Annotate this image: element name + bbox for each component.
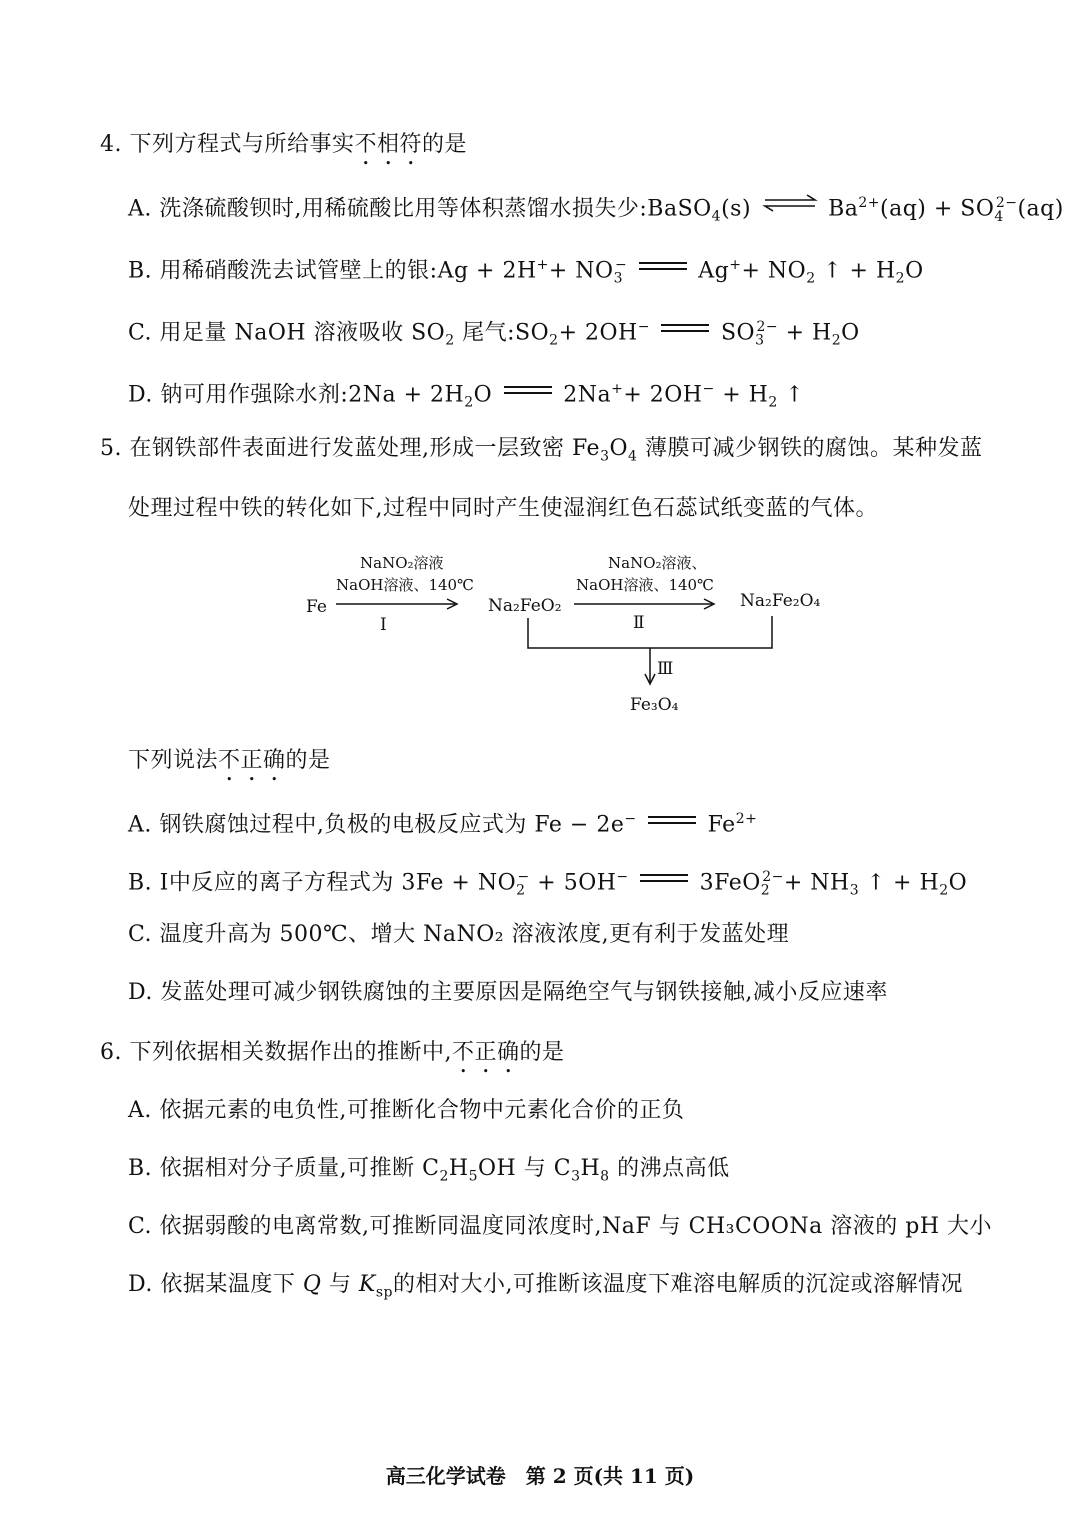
q5-option-c: C. 温度升高为 500℃、增大 NaNO₂ 溶液浓度,更有利于发蓝处理	[128, 922, 790, 947]
diagram-step1-top: NaNO₂溶液	[360, 554, 444, 572]
diagram-fe: Fe	[306, 597, 327, 617]
q5-option-b: B. Ⅰ中反应的离子方程式为 $3Fe + NO_2^- + 5OH^-$ $3FeO_2^{2-}+ NH_3$ ↑ + $H_2O$	[128, 862, 967, 906]
q5-option-d: D. 发蓝处理可减少钢铁腐蚀的主要原因是隔绝空气与钢铁接触,减小反应速率	[128, 980, 888, 1005]
q4-stem: 4. 下列方程式与所给事实不相符的是	[100, 132, 468, 157]
q6-stem: 6. 下列依据相关数据作出的推断中,不正确的是	[100, 1040, 565, 1065]
q4-option-c: C. 用足量 NaOH 溶液吸收 $SO_2$ 尾气$:SO_2+ 2OH^-$ $SO_3^{2-} + H_2O$	[128, 312, 860, 356]
q6-option-d: D. 依据某温度下 Q 与 $K_{sp}$的相对大小,可推断该温度下难溶电解质的沉淀或溶解情况	[128, 1272, 963, 1301]
reversible-arrow-icon	[759, 188, 821, 218]
diagram-na2feo2: Na₂FeO₂	[488, 596, 562, 616]
diagram-step1-mid: NaOH溶液、140℃	[336, 576, 474, 594]
diagram-step2-label: Ⅱ	[633, 613, 645, 633]
equals-arrow-icon	[635, 250, 691, 280]
q5-stem-line1: 5. 在钢铁部件表面进行发蓝处理,形成一层致密 $Fe_3O_4$ 薄膜可减少钢铁的腐蚀。某种发蓝	[100, 436, 983, 465]
diagram-step2-top: NaNO₂溶液、	[608, 554, 707, 572]
equals-arrow-icon	[644, 804, 700, 834]
q6-option-a: A. 依据元素的电负性,可推断化合物中元素化合价的正负	[128, 1098, 685, 1123]
diagram-fe3o4: Fe₃O₄	[630, 695, 679, 715]
diagram-step1-label: Ⅰ	[380, 615, 387, 635]
q5-option-a: A. 钢铁腐蚀过程中,负极的电极反应式为 Fe − 2e− $Fe^{2+}$	[128, 804, 757, 840]
q6-option-b: B. 依据相对分子质量,可推断 $C_2H_5OH$ 与 $C_3H_8$ 的沸点高低	[128, 1156, 730, 1185]
equals-arrow-icon	[657, 312, 713, 342]
q4-option-b: B. 用稀硝酸洗去试管壁上的银:Ag + $2H^++ NO_3^-$ $Ag^++ NO_2$ ↑ + $H_2O$	[128, 250, 924, 294]
diagram-step3-label: Ⅲ	[657, 659, 674, 679]
q4-option-a: A. 洗涤硫酸钡时,用稀硫酸比用等体积蒸馏水损失少:BaSO$_4$(s) $Ba^{2+}(aq) + SO_4^{2-}(aq)$	[128, 188, 1064, 232]
q6-option-c: C. 依据弱酸的电离常数,可推断同温度同浓度时,NaF 与 CH₃COONa 溶液的 pH 大小	[128, 1214, 992, 1239]
diagram-step2-mid: NaOH溶液、140℃	[576, 576, 714, 594]
page-footer: 高三化学试卷 第 2 页(共 11 页)	[385, 1464, 695, 1488]
equals-arrow-icon	[636, 862, 692, 892]
q5-stem-line2: 处理过程中铁的转化如下,过程中同时产生使湿润红色石蕊试纸变蓝的气体。	[128, 496, 878, 521]
iron-conversion-diagram	[290, 548, 830, 718]
q5-sub-stem: 下列说法不正确的是	[128, 748, 331, 773]
equals-arrow-icon	[500, 374, 556, 404]
q4-option-d: D. 钠可用作强除水剂:2Na + $2H_2O$ $2Na^++ 2OH^- + H_2$ ↑	[128, 374, 804, 418]
diagram-na2fe2o4: Na₂Fe₂O₄	[740, 591, 821, 611]
